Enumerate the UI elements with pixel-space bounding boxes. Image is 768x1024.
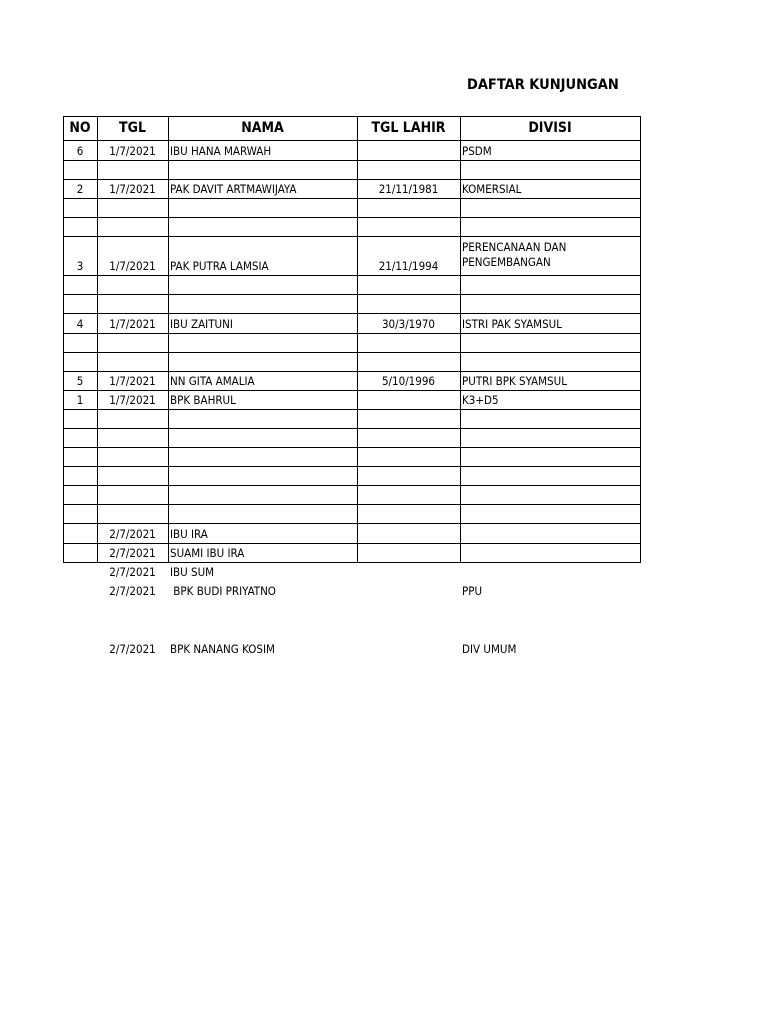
cell-name: IBU SUM bbox=[170, 565, 215, 579]
cell-date: 1/7/2021 bbox=[109, 393, 156, 407]
cell-name: NN GITA AMALIA bbox=[170, 374, 255, 388]
cell-name: BPK BUDI PRIYATNO bbox=[170, 584, 276, 598]
header-no: NO bbox=[69, 120, 91, 136]
cell-no: 5 bbox=[76, 374, 84, 388]
cell-division: PPU bbox=[462, 584, 483, 598]
cell-division: DIV UMUM bbox=[462, 642, 517, 656]
cell-division: ISTRI PAK SYAMSUL bbox=[462, 317, 563, 331]
cell-date: 1/7/2021 bbox=[109, 374, 156, 388]
grid-line bbox=[63, 140, 641, 141]
cell-birth-date: 21/11/1994 bbox=[378, 259, 439, 273]
cell-birth-date: 30/3/1970 bbox=[381, 317, 436, 331]
grid-line bbox=[63, 390, 641, 391]
cell-date: 1/7/2021 bbox=[109, 144, 156, 158]
grid-line bbox=[63, 543, 641, 544]
header-name: NAMA bbox=[241, 120, 284, 136]
cell-date: 1/7/2021 bbox=[109, 259, 156, 273]
cell-name: IBU IRA bbox=[170, 527, 208, 541]
cell-date: 2/7/2021 bbox=[109, 546, 156, 560]
cell-division: PSDM bbox=[462, 144, 492, 158]
cell-name: SUAMI IBU IRA bbox=[170, 546, 245, 560]
grid-line bbox=[63, 160, 641, 161]
grid-line bbox=[63, 198, 641, 199]
cell-name: PAK DAVIT ARTMAWIJAYA bbox=[170, 182, 297, 196]
grid-line bbox=[63, 428, 641, 429]
header-birth-date: TGL LAHIR bbox=[371, 120, 446, 136]
grid-line bbox=[63, 466, 641, 467]
grid-line bbox=[63, 275, 641, 276]
cell-name: BPK NANANG KOSIM bbox=[170, 642, 275, 656]
cell-no: 4 bbox=[76, 317, 84, 331]
grid-line bbox=[63, 485, 641, 486]
grid-line bbox=[63, 217, 641, 218]
cell-division: PUTRI BPK SYAMSUL bbox=[462, 374, 567, 388]
cell-name: BPK BAHRUL bbox=[170, 393, 236, 407]
cell-no: 2 bbox=[76, 182, 84, 196]
cell-date: 2/7/2021 bbox=[109, 642, 156, 656]
cell-date: 1/7/2021 bbox=[109, 182, 156, 196]
grid-line bbox=[640, 116, 641, 563]
grid-line bbox=[63, 409, 641, 410]
grid-line bbox=[63, 447, 641, 448]
cell-date: 1/7/2021 bbox=[109, 317, 156, 331]
cell-no: 3 bbox=[76, 259, 84, 273]
grid-line bbox=[63, 294, 641, 295]
cell-date: 2/7/2021 bbox=[109, 565, 156, 579]
grid-line bbox=[63, 313, 641, 314]
grid-line bbox=[63, 562, 641, 563]
cell-date: 2/7/2021 bbox=[109, 527, 156, 541]
cell-date: 2/7/2021 bbox=[109, 584, 156, 598]
cell-division: PERENCANAAN DAN PENGEMBANGAN bbox=[462, 240, 567, 269]
cell-division: KOMERSIAL bbox=[462, 182, 522, 196]
cell-division: K3+D5 bbox=[462, 393, 499, 407]
cell-no: 1 bbox=[76, 393, 84, 407]
cell-birth-date: 5/10/1996 bbox=[381, 374, 436, 388]
cell-name: PAK PUTRA LAMSIA bbox=[170, 259, 269, 273]
grid-line bbox=[63, 371, 641, 372]
grid-line bbox=[63, 352, 641, 353]
cell-name: IBU HANA MARWAH bbox=[170, 144, 272, 158]
grid-line bbox=[63, 116, 641, 117]
cell-birth-date: 21/11/1981 bbox=[378, 182, 439, 196]
grid-line bbox=[63, 179, 641, 180]
grid-line bbox=[63, 236, 641, 237]
cell-no: 6 bbox=[76, 144, 84, 158]
grid-line bbox=[63, 504, 641, 505]
grid-line bbox=[63, 523, 641, 524]
header-division: DIVISI bbox=[528, 120, 572, 136]
header-date: TGL bbox=[119, 120, 146, 136]
grid-line bbox=[63, 333, 641, 334]
document-title: DAFTAR KUNJUNGAN bbox=[467, 77, 619, 93]
cell-name: IBU ZAITUNI bbox=[170, 317, 233, 331]
